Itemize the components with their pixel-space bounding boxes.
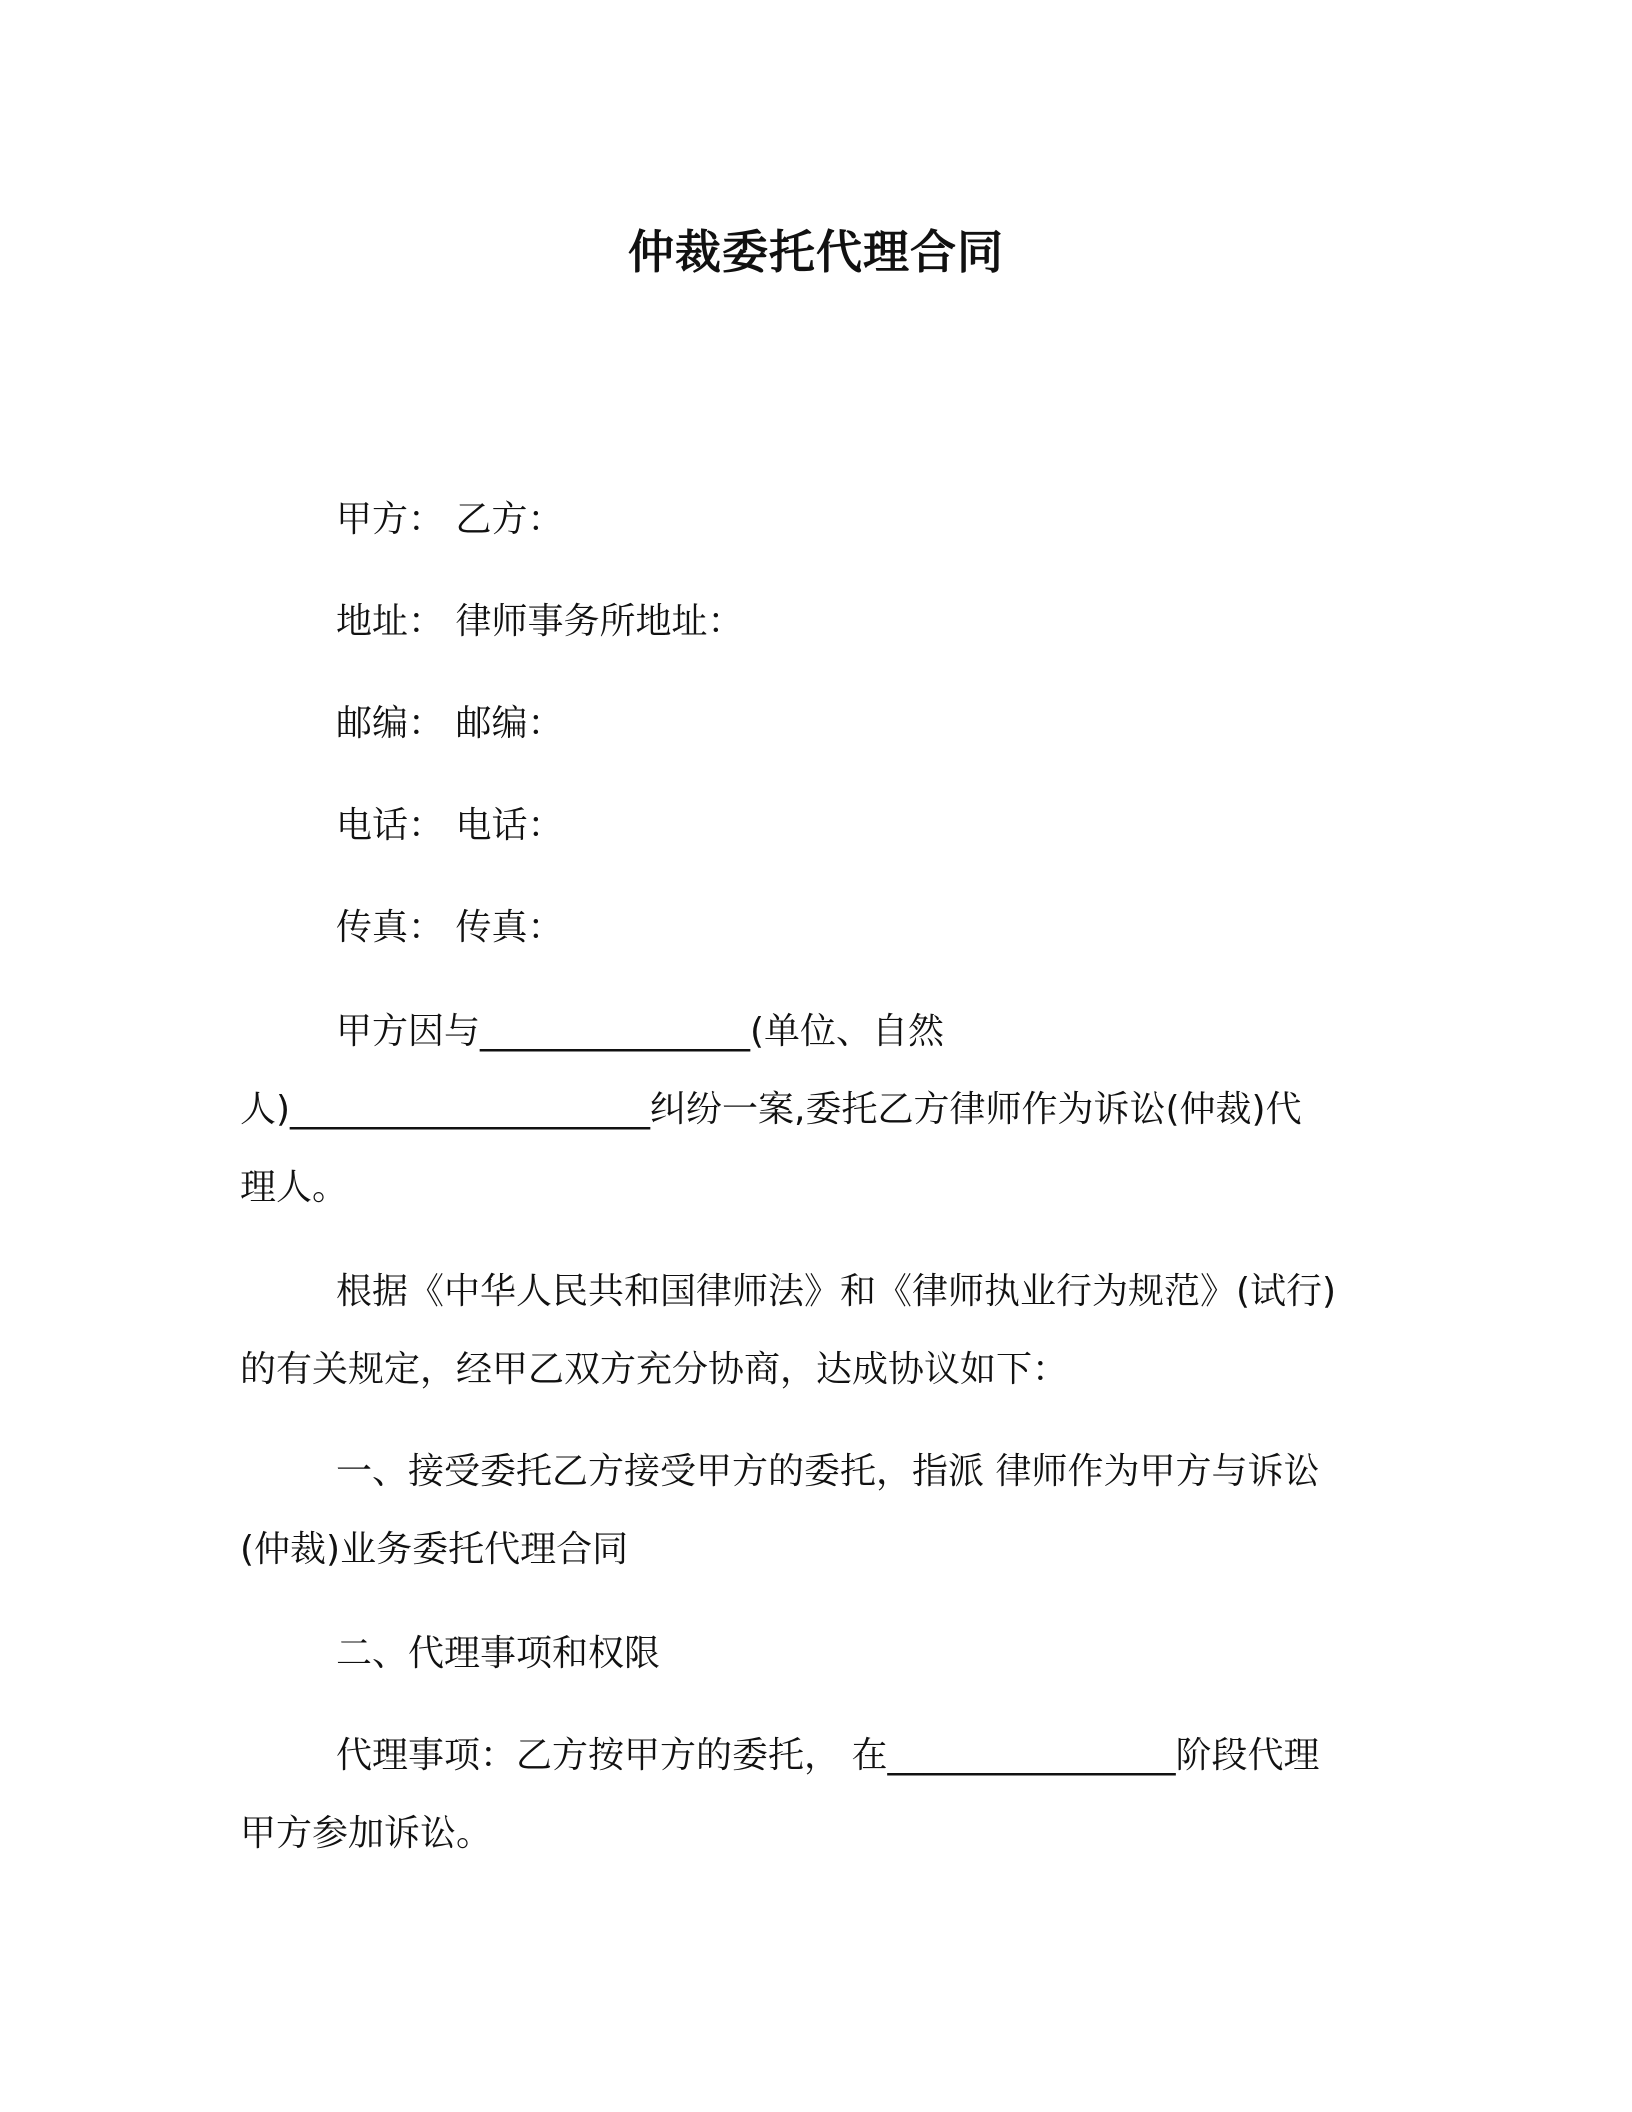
paragraph-2-line-2: 的有关规定，经甲乙双方充分协商，达成协议如下： [240, 1349, 1069, 1390]
party-line-phone: 电话： 电话： [336, 805, 564, 846]
party-line-names: 甲方： 乙方： [336, 499, 564, 540]
paragraph-1-line-1: 甲方因与_______________(单位、自然 [336, 1011, 945, 1052]
clause-1-line-1: 一、接受委托乙方接受甲方的委托，指派 律师作为甲方与诉讼 [336, 1451, 1320, 1492]
paragraph-2-line-1: 根据《中华人民共和国律师法》和《律师执业行为规范》(试行) [336, 1271, 1337, 1312]
document-title: 仲裁委托代理合同 [628, 225, 1004, 279]
clause-1-line-2: (仲裁)业务委托代理合同 [240, 1529, 629, 1570]
clause-2-heading: 二、代理事项和权限 [336, 1633, 661, 1674]
party-line-address: 地址： 律师事务所地址： [336, 601, 744, 642]
paragraph-1-line-2: 人)____________________纠纷一案,委托乙方律师作为诉讼(仲裁)代 [240, 1089, 1302, 1130]
party-line-postcode: 邮编： 邮编： [336, 703, 564, 744]
party-line-fax: 传真： 传真： [336, 907, 564, 948]
clause-2-text-line-1: 代理事项：乙方按甲方的委托， 在________________阶段代理 [336, 1735, 1320, 1776]
clause-2-text-line-2: 甲方参加诉讼。 [240, 1813, 493, 1854]
paragraph-1-line-3: 理人。 [240, 1167, 349, 1208]
